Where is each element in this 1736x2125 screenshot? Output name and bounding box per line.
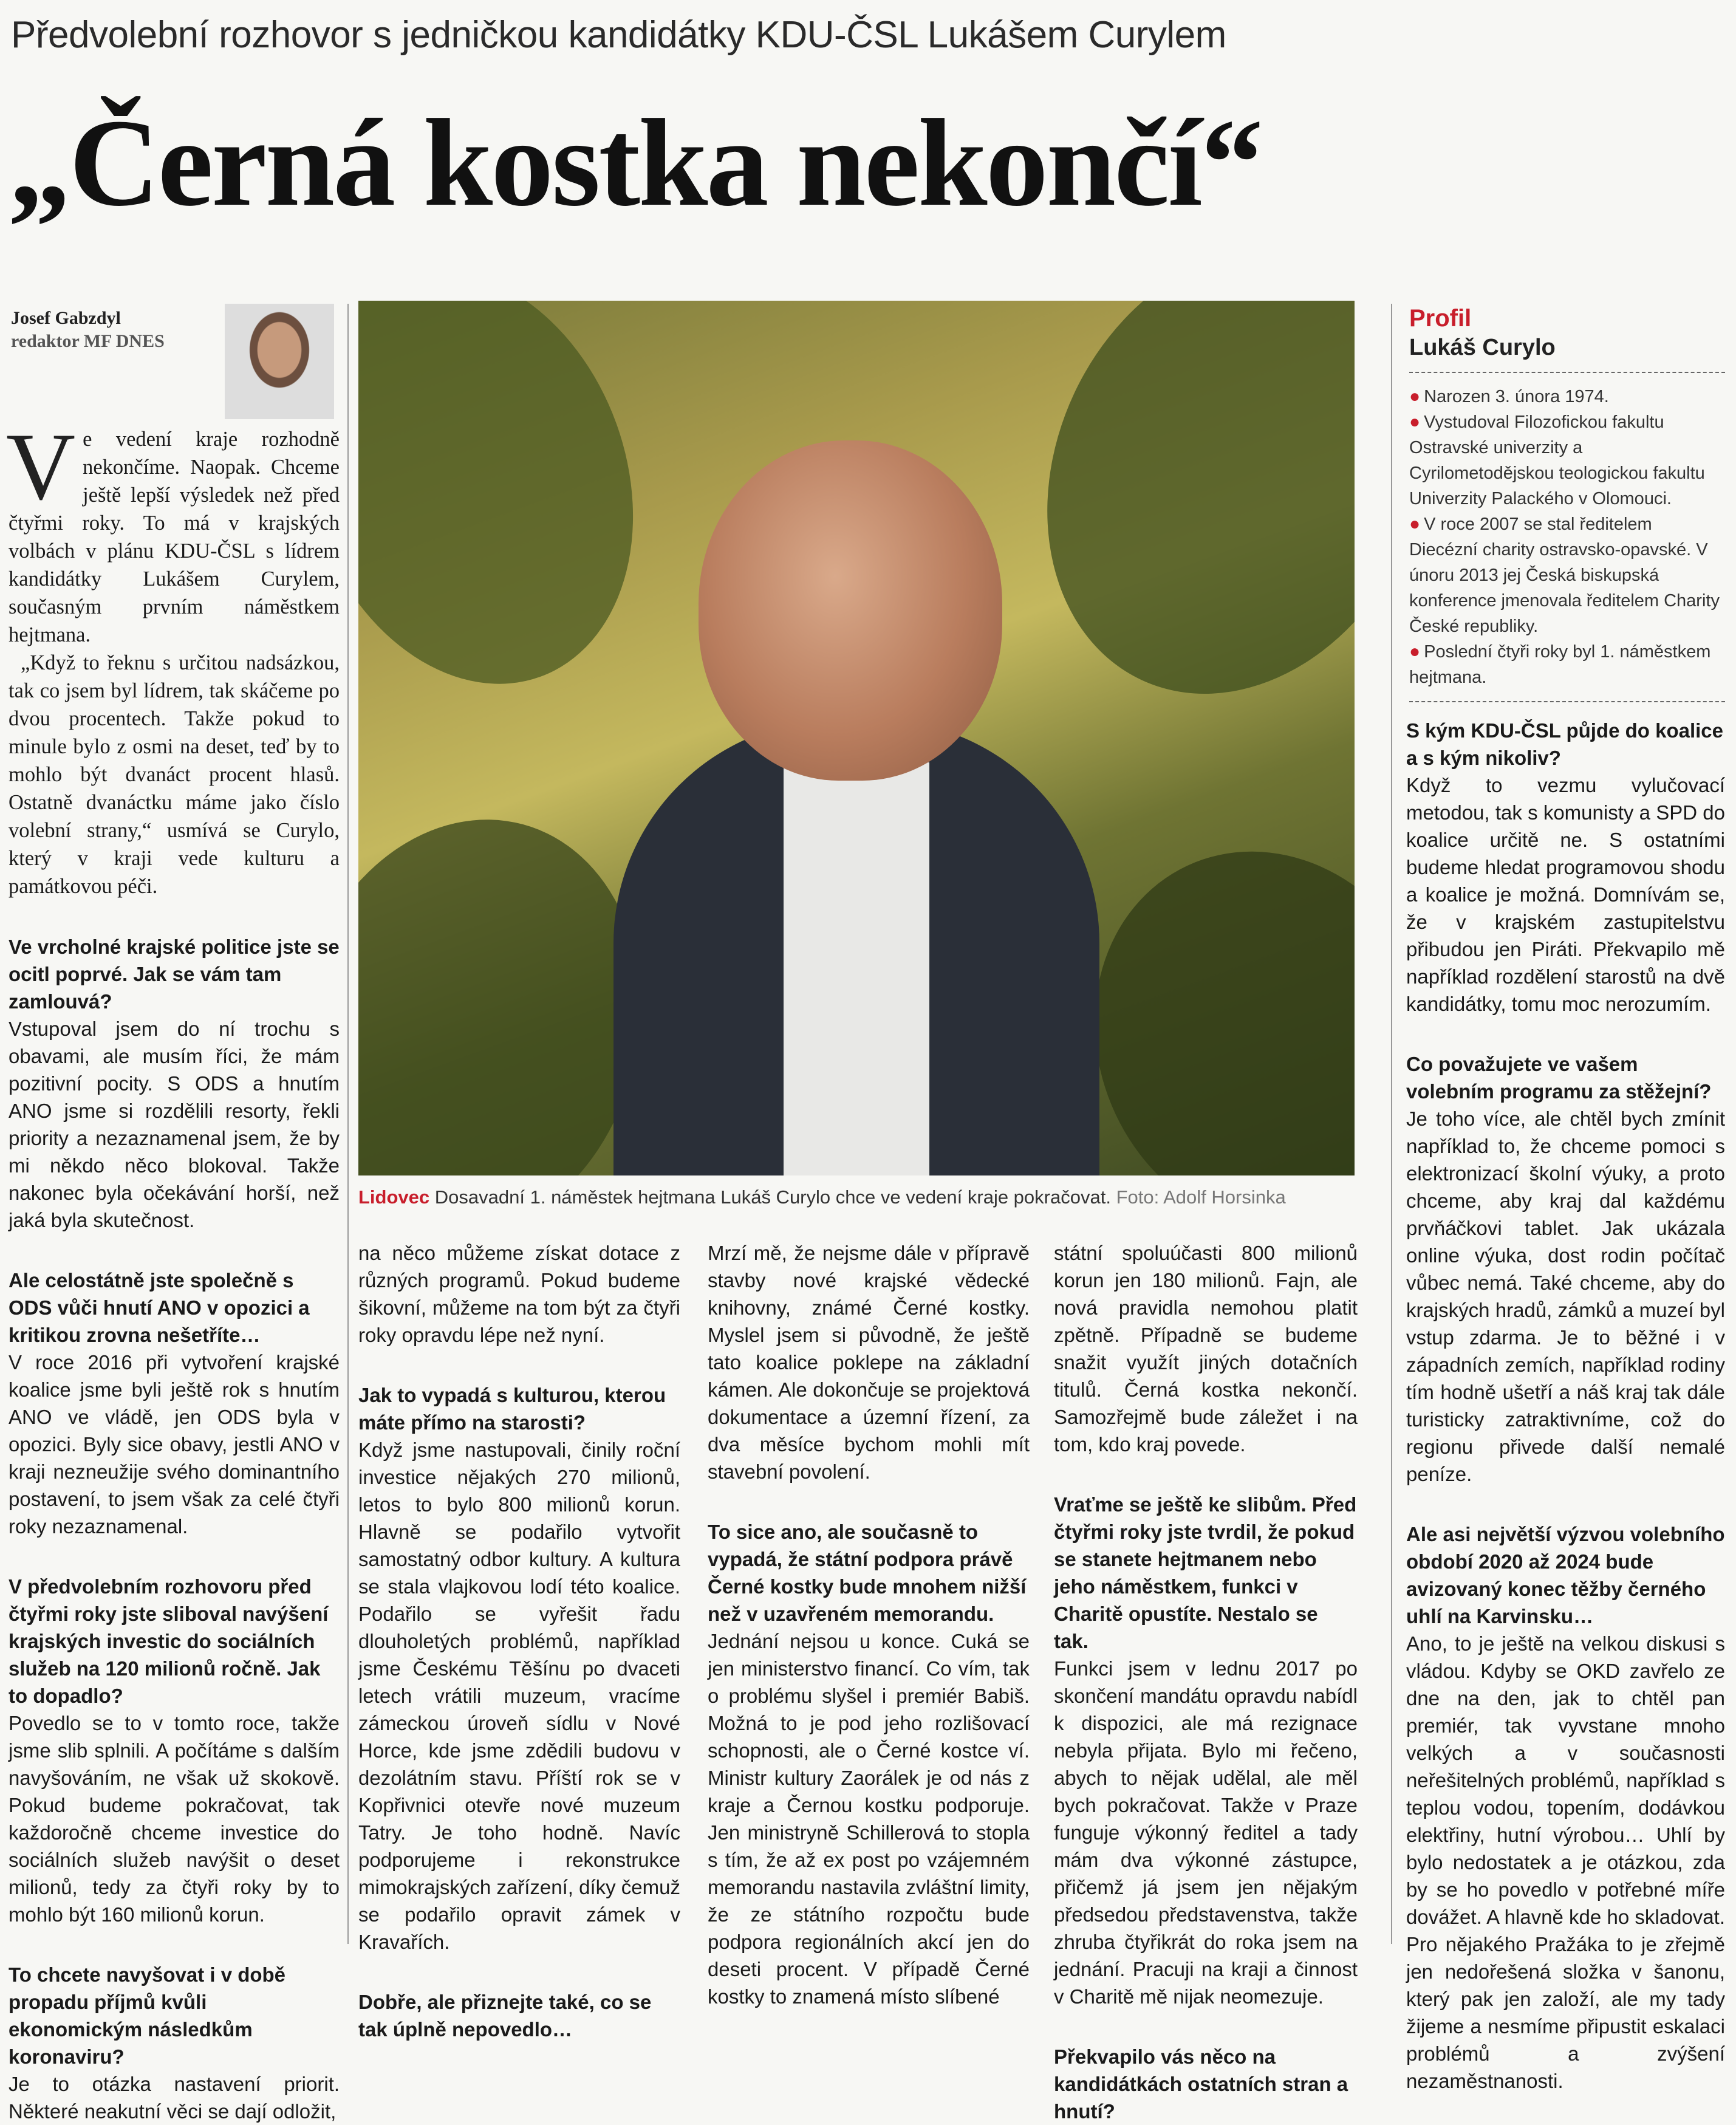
question-12: Ale asi největší výzvou volebního období 2020 až 2024 bude avizovaný konec těžby černého uhlí na Karvinsku… [1406,1523,1725,1627]
column-1 [6,414,340,2125]
author-photo [225,304,334,419]
main-photo [358,301,1355,1175]
question-11: Co považujete ve vašem volebním programu za stěžejní? [1406,1053,1712,1103]
question-10: S kým KDU-ČSL půjde do koalice a s kým nikoliv? [1406,719,1724,769]
photo-caption [358,1185,1355,1210]
photo-credit: Foto: Adolf Horsinka [1116,1186,1286,1208]
answer-2: V roce 2016 při vytvoření krajské koalice jsme byli ještě rok s hnutím ANO ve vládě, jen ODS byla v opozici. Byly sice obavy, jestli ANO v kraji nezneužije svého dominantního postavení, to jsem však za celé čtyři roky nezaznamenal. [9,1351,340,1538]
kicker: Předvolební rozhovor s jedničkou kandidátky KDU-ČSL Lukášem Curylem [11,14,1226,56]
answer-4-part-1: Je to otázka nastavení priorit. Některé neakutní věci se dají odložit, [9,2073,340,2123]
bullet-icon: ● [1409,412,1421,432]
author-name: Josef Gabzdyl [11,308,121,328]
question-5: Jak to vypadá s kulturou, kterou máte přímo na starosti? [358,1384,666,1434]
question-8: Vraťme se ještě ke slibům. Před čtyřmi roky jste tvrdil, že pokud se stanete hejtmanem nebo jeho náměstkem, funkci v Charitě opustíte. Nestalo se tak. [1054,1493,1357,1652]
profile-name: Lukáš Curylo [1409,335,1556,360]
column-divider [347,304,349,1944]
answer-11: Je toho více, ale chtěl bych zmínit například to, že chceme pomoci s elektronizací školní výuky, a proto chceme, aby kraj dal každému prvňáčkovi tablet. Jak ukázala online výuka, dost rodin počítač vůbec nemá. Také chceme, aby do krajských hradů, zámků a muzeí byl vstup zdarma. Je to běžné i v západních zemích, například rodiny tím hodně ušetří a náš kraj tak dále turisticky zatraktivníme, což do regionu přivede další nemalé peníze. [1406,1107,1725,1485]
question-6: Dobře, ale přiznejte také, co se tak úplně nepovedlo… [358,1991,652,2041]
answer-7-part-2: státní spoluúčasti 800 milionů korun jen 180 milionů. Fajn, ale nová pravidla nemohou platit zpětně. Případně se budeme snažit využít jiných dotačních titulů. Černá kostka nekončí. Samozřejmě bude záležet i na tom, kdo kraj povede. [1054,1242,1358,1456]
lead-paragraph-1: e vedení kraje rozhodně nekončíme. Naopak. Chceme ještě lepší výsledek než před čtyřmi roky. To má v krajských volbách v plánu KDU-ČSL s lídrem kandidátky Lukášem Curylem, současným prvním náměstkem hejtmana. [9,428,340,646]
bullet-icon: ● [1409,642,1421,662]
profile-heading: Profil [1409,305,1472,332]
profile-item: ● Vystudoval Filozofickou fakultu Ostravské univerzity a Cyrilometodějskou teologickou fakultu Univerzity Palackého v Olomouci. [1409,412,1705,508]
column-3 [708,1239,1030,2010]
caption-text: Dosavadní 1. náměstek hejtmana Lukáš Curylo chce ve vedení kraje pokračovat. [434,1186,1111,1208]
answer-10: Když to vezmu vylučovací metodou, tak s komunisty a SPD do koalice určitě ne. S ostatními budeme hledat programovou shodu a koalice je možná. Domnívám se, že v krajském zastupitelstvu přibudou jen Piráti. Překvapilo mě například rozdělení starostů na dvě kandidátky, tomu moc nerozumím. [1406,774,1725,1015]
answer-3: Povedlo se to v tomto roce, takže jsme slib splnili. A počítáme s dalším navyšováním, ne však už skokově. Pokud budeme pokračovat, tak každoročně chceme investice do sociálních služeb navýšit o deset milionů, tedy za čtyři roky by to mohlo být 160 milionů korun. [9,1712,340,1926]
column-divider-right [1391,304,1392,1944]
byline [11,307,230,353]
bullet-icon: ● [1409,514,1421,534]
answer-8: Funkci jsem v lednu 2017 po skončení mandátu opravdu nabídl k dispozici, ale má rezignace nebyla přijata. Bylo mi řečeno, abych to nějak udělal, ale měl bych pokračovat. Takže v Praze funguje výkonný ředitel a tady mám dva výkonné zástupce, přičemž já jsem jen nějakým předsedou představenstva, takže zhruba čtyřikrát do roka jsem na jednání. Pracuji na kraji a činnost v Charitě mě nijak neomezuje. [1054,1657,1358,2008]
profile-item: ● Narozen 3. února 1974. [1409,386,1609,406]
answer-6: Mrzí mě, že nejsme dále v přípravě stavby nové krajské vědecké knihovny, známé Černé kostky. Myslel jsem si původně, že ještě tato koalice poklepe na základní kámen. Ale dokončuje se projektová dokumentace a územní řízení, za dva měsíce bychom mohli mít stavební povolení. [708,1242,1030,1483]
question-7: To sice ano, ale současně to vypadá, že státní podpora právě Černé kostky bude mnohem nižší než v uzavřeném memorandu. [708,1521,1027,1625]
column-5 [1406,717,1725,2095]
profile-box [1409,304,1725,702]
author-role: redaktor MF DNES [11,331,165,351]
profile-item: ● V roce 2007 se stal ředitelem Diecézní charity ostravsko-opavské. V únoru 2013 jej Česká biskupská konference jmenovala ředitelem Charity České republiky. [1409,514,1720,636]
lead-paragraph-2: „Když to řeknu s určitou nadsázkou, tak co jsem byl lídrem, tak skáčeme po dvou procentech. Takže pokud to minule bylo z osmi na deset, teď by to mohlo být dvanáct procent hlasů. Ostatně dvanáctku máme jako číslo volební strany,“ usmívá se Curylo, který v kraji vede kulturu a památkovou péči. [9,651,340,898]
bullet-icon: ● [1409,386,1421,406]
profile-item: ● Poslední čtyři roky byl 1. náměstkem hejtmana. [1409,642,1711,687]
answer-4-part-2: na něco můžeme získat dotace z různých programů. Pokud budeme šikovní, můžeme na tom být za čtyři roky opravdu lépe než nyní. [358,1242,680,1346]
question-3: V předvolebním rozhovoru před čtyřmi roky jste sliboval navýšení krajských investic do sociálních služeb na 120 milionů ročně. Jak to dopadlo? [9,1575,329,1707]
column-4 [1054,1239,1358,2125]
question-9: Překvapilo vás něco na kandidátkách ostatních stran a hnutí? [1054,2045,1348,2123]
caption-tag: Lidovec [358,1186,430,1208]
answer-7-part-1: Jednání nejsou u konce. Cuká se jen ministerstvo financí. Co vím, tak o problému slyšel i premiér Babiš. Možná to je pod jeho rozlišovací schopnosti, ale o Černé kostce ví. Ministr kultury Zaorálek je od nás z kraje a Černou kostku podporuje. Jen ministryně Schillerová to stopla s tím, že až ex post po vzájemném memorandu nastavila zvláštní limity, že ze státního rozpočtu bude podpora regionálních akcí jen do deseti procent. V případě Černé kostky to znamená místo slíbené [708,1630,1030,2008]
column-2 [358,1239,680,2043]
headline: „Černá kostka nekončí“ [9,93,1262,232]
question-2: Ale celostátně jste společně s ODS vůči hnutí ANO v opozici a kritikou zrovna nešetříte… [9,1269,310,1346]
answer-1: Vstupoval jsem do ní trochu s obavami, ale musím říci, že mám pozitivní pocity. S ODS a hnutím ANO jsme si rozdělili resorty, řekli priority a nezaznamenal jsem, že by mi někdo něco blokoval. Takže nakonec byla očekávání horší, než jaká byla skutečnost. [9,1018,340,1231]
question-4: To chcete navyšovat i v době propadu příjmů kvůli ekonomickým následkům koronaviru? [9,1963,286,2068]
answer-5: Když jsme nastupovali, činily roční investice nějakých 270 milionů, letos to bylo 800 milionů korun. Hlavně se podařilo vytvořit samostatný odbor kultury. A kultura se stala vlajkovou lodí této koalice. Podařilo se vyřešit řadu dlouholetých problémů, například jsme Českému Těšínu po dvaceti letech vrátili muzeum, vracíme zámeckou úroveň sídlu v Nové Horce, kde jsme zdědili budovu v dezolátním stavu. Příští rok se v Kopřivnici otevře nové muzeum Tatry. Je toho hodně. Navíc podporujeme i rekonstrukce mimokrajských zařízení, díky čemuž se podařilo opravit zámek v Kravařích. [358,1439,680,1953]
question-1: Ve vrcholné krajské politice jste se ocitl poprvé. Jak se vám tam zamlouvá? [9,936,340,1013]
dropcap: V [6,414,76,520]
answer-12: Ano, to je ještě na velkou diskusi s vládou. Kdyby se OKD zavřelo ze dne na den, jak to chtěl pan premiér, tak vyvstane mnoho velkých a v současnosti neřešitelných problémů, například s teplou vodou, topením, dodávkou elektřiny, hutní výrobou… Uhlí by bylo nedostatek a je otázkou, zda by se ho povedlo v potřebné míře dovážet. A hlavně kde ho skladovat. Pro nějakého Pražáka to je zřejmě jen nedořešená složka v šanonu, který pak jen založí, ale my tady žijeme a nesmíme připustit eskalaci problémů a zvýšení nezaměstnanosti. [1406,1632,1725,2092]
